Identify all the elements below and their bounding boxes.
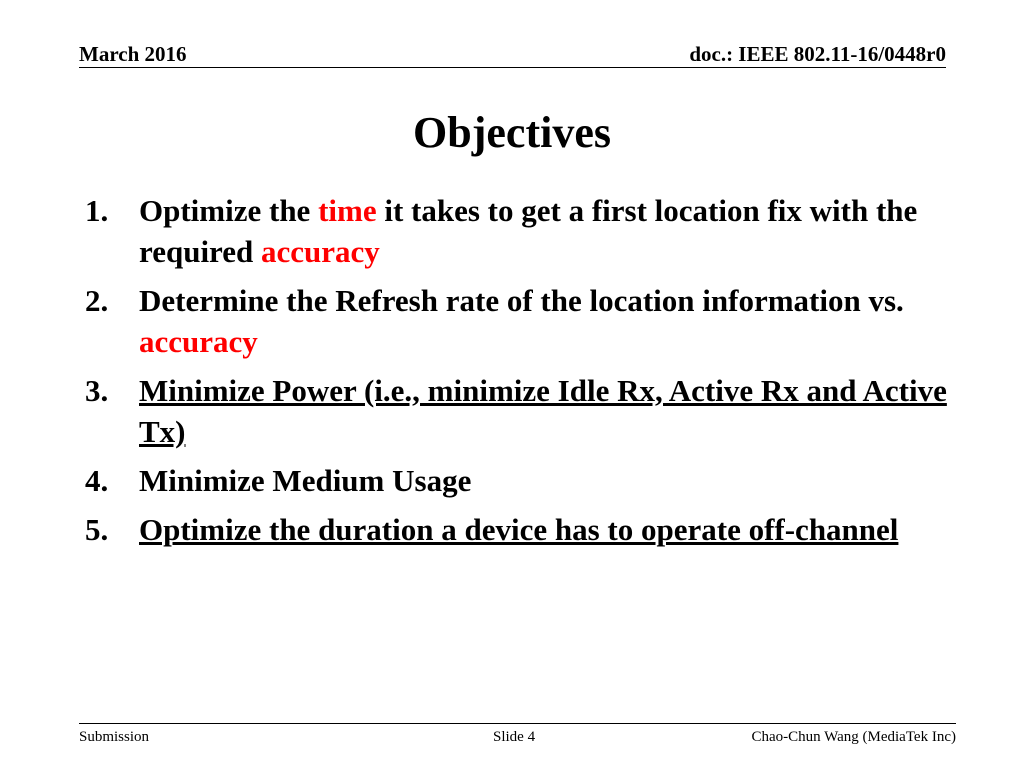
highlight-time: time (318, 193, 377, 228)
list-item-3 (85, 370, 955, 452)
footer-divider (79, 723, 956, 724)
list-number: 3. (85, 373, 109, 408)
highlight-accuracy: accuracy (261, 234, 380, 269)
item-text: Determine the Refresh rate of the location information vs. accuracy (139, 283, 904, 359)
slide-title: Objectives (413, 108, 611, 157)
footer-submission: Submission (79, 729, 150, 745)
list-item-5 (85, 509, 955, 550)
footer-slide-number: Slide 4 (493, 729, 536, 745)
list-number: 1. (85, 193, 109, 228)
objectives-list (85, 190, 955, 558)
header-doc-id: doc.: IEEE 802.11-16/0448r0 (689, 42, 946, 66)
list-item-2 (85, 280, 955, 362)
list-item-1 (85, 190, 955, 272)
list-number: 2. (85, 283, 109, 318)
item-text: Optimize the time it takes to get a first location fix with the required accuracy (139, 193, 918, 269)
highlight-accuracy: accuracy (139, 324, 258, 359)
footer-author: Chao-Chun Wang (MediaTek Inc) (751, 729, 956, 745)
list-item-4 (85, 460, 955, 501)
item-text: Minimize Power (i.e., minimize Idle Rx, Active Rx and Active Tx) (139, 373, 947, 449)
header-divider (79, 67, 946, 68)
item-text: Minimize Medium Usage (139, 463, 472, 498)
list-number: 4. (85, 463, 109, 498)
list-number: 5. (85, 512, 109, 547)
header-date: March 2016 (79, 42, 187, 66)
item-text: Optimize the duration a device has to operate off-channel (139, 512, 899, 547)
